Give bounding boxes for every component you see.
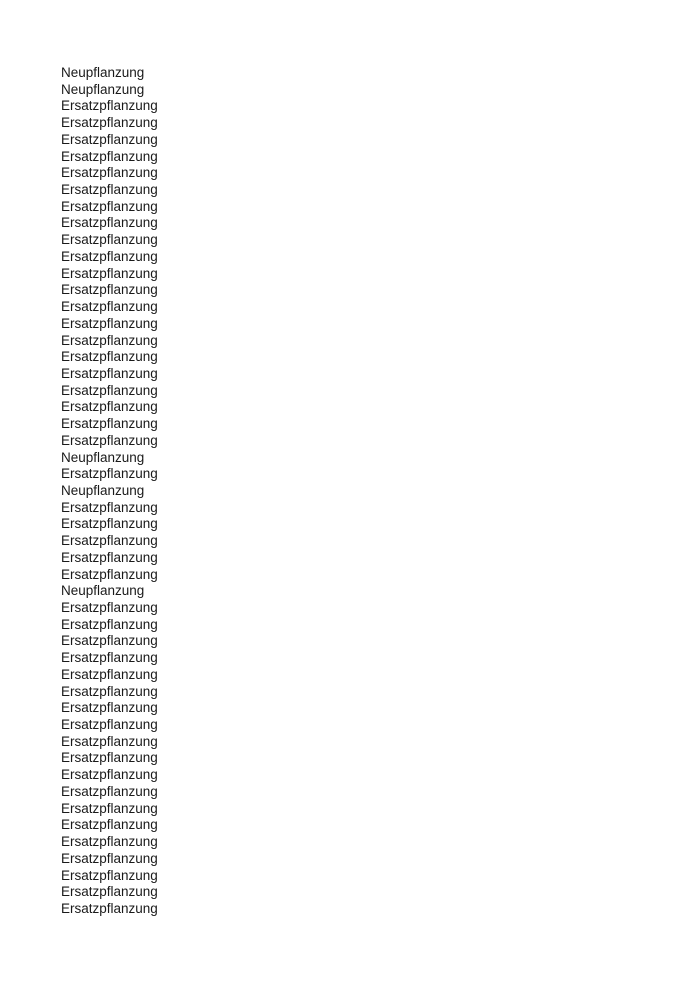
list-item: Neupflanzung (61, 65, 145, 80)
list-item: Ersatzpflanzung (61, 466, 158, 482)
list-item: Ersatzpflanzung (61, 733, 158, 749)
list-item: Neupflanzung (61, 449, 145, 465)
list-item: Ersatzpflanzung (61, 549, 158, 565)
list-item: Ersatzpflanzung (61, 98, 158, 114)
list-item: Ersatzpflanzung (61, 365, 158, 381)
list-item: Ersatzpflanzung (61, 299, 158, 315)
list-item: Ersatzpflanzung (61, 165, 158, 181)
list-item: Ersatzpflanzung (61, 516, 158, 532)
list-item: Ersatzpflanzung (61, 800, 158, 816)
plant-label-list (61, 65, 158, 918)
list-item: Ersatzpflanzung (61, 198, 158, 214)
list-item: Ersatzpflanzung (61, 232, 158, 248)
list-item: Ersatzpflanzung (61, 499, 158, 515)
list-item: Ersatzpflanzung (61, 683, 158, 699)
list-item: Ersatzpflanzung (61, 566, 158, 582)
list-item: Neupflanzung (61, 583, 145, 599)
list-item: Ersatzpflanzung (61, 633, 158, 649)
list-item: Ersatzpflanzung (61, 717, 158, 733)
list-item: Ersatzpflanzung (61, 148, 158, 164)
list-item: Ersatzpflanzung (61, 783, 158, 799)
list-item: Ersatzpflanzung (61, 182, 158, 198)
list-item: Ersatzpflanzung (61, 215, 158, 231)
list-item: Ersatzpflanzung (61, 265, 158, 281)
list-item: Neupflanzung (61, 81, 145, 97)
list-item: Ersatzpflanzung (61, 416, 158, 432)
list-item: Ersatzpflanzung (61, 533, 158, 549)
list-item: Ersatzpflanzung (61, 834, 158, 850)
list-item: Ersatzpflanzung (61, 650, 158, 666)
list-item: Ersatzpflanzung (61, 115, 158, 131)
list-item: Ersatzpflanzung (61, 850, 158, 866)
list-item: Ersatzpflanzung (61, 282, 158, 298)
list-item: Ersatzpflanzung (61, 382, 158, 398)
list-item: Ersatzpflanzung (61, 884, 158, 900)
list-item: Ersatzpflanzung (61, 248, 158, 264)
list-item: Ersatzpflanzung (61, 432, 158, 448)
list-item: Neupflanzung (61, 482, 145, 498)
list-item: Ersatzpflanzung (61, 349, 158, 365)
list-item: Ersatzpflanzung (61, 315, 158, 331)
list-item: Ersatzpflanzung (61, 600, 158, 615)
list-item: Ersatzpflanzung (61, 131, 158, 147)
list-item: Ersatzpflanzung (61, 700, 158, 716)
list-item: Ersatzpflanzung (61, 332, 158, 348)
list-item: Ersatzpflanzung (61, 900, 158, 916)
list-item: Ersatzpflanzung (61, 867, 158, 883)
list-item: Ersatzpflanzung (61, 750, 158, 766)
list-item: Ersatzpflanzung (61, 399, 158, 415)
list-item: Ersatzpflanzung (61, 666, 158, 682)
list-item: Ersatzpflanzung (61, 817, 158, 833)
list-item: Ersatzpflanzung (61, 616, 158, 632)
list-item: Ersatzpflanzung (61, 767, 158, 783)
